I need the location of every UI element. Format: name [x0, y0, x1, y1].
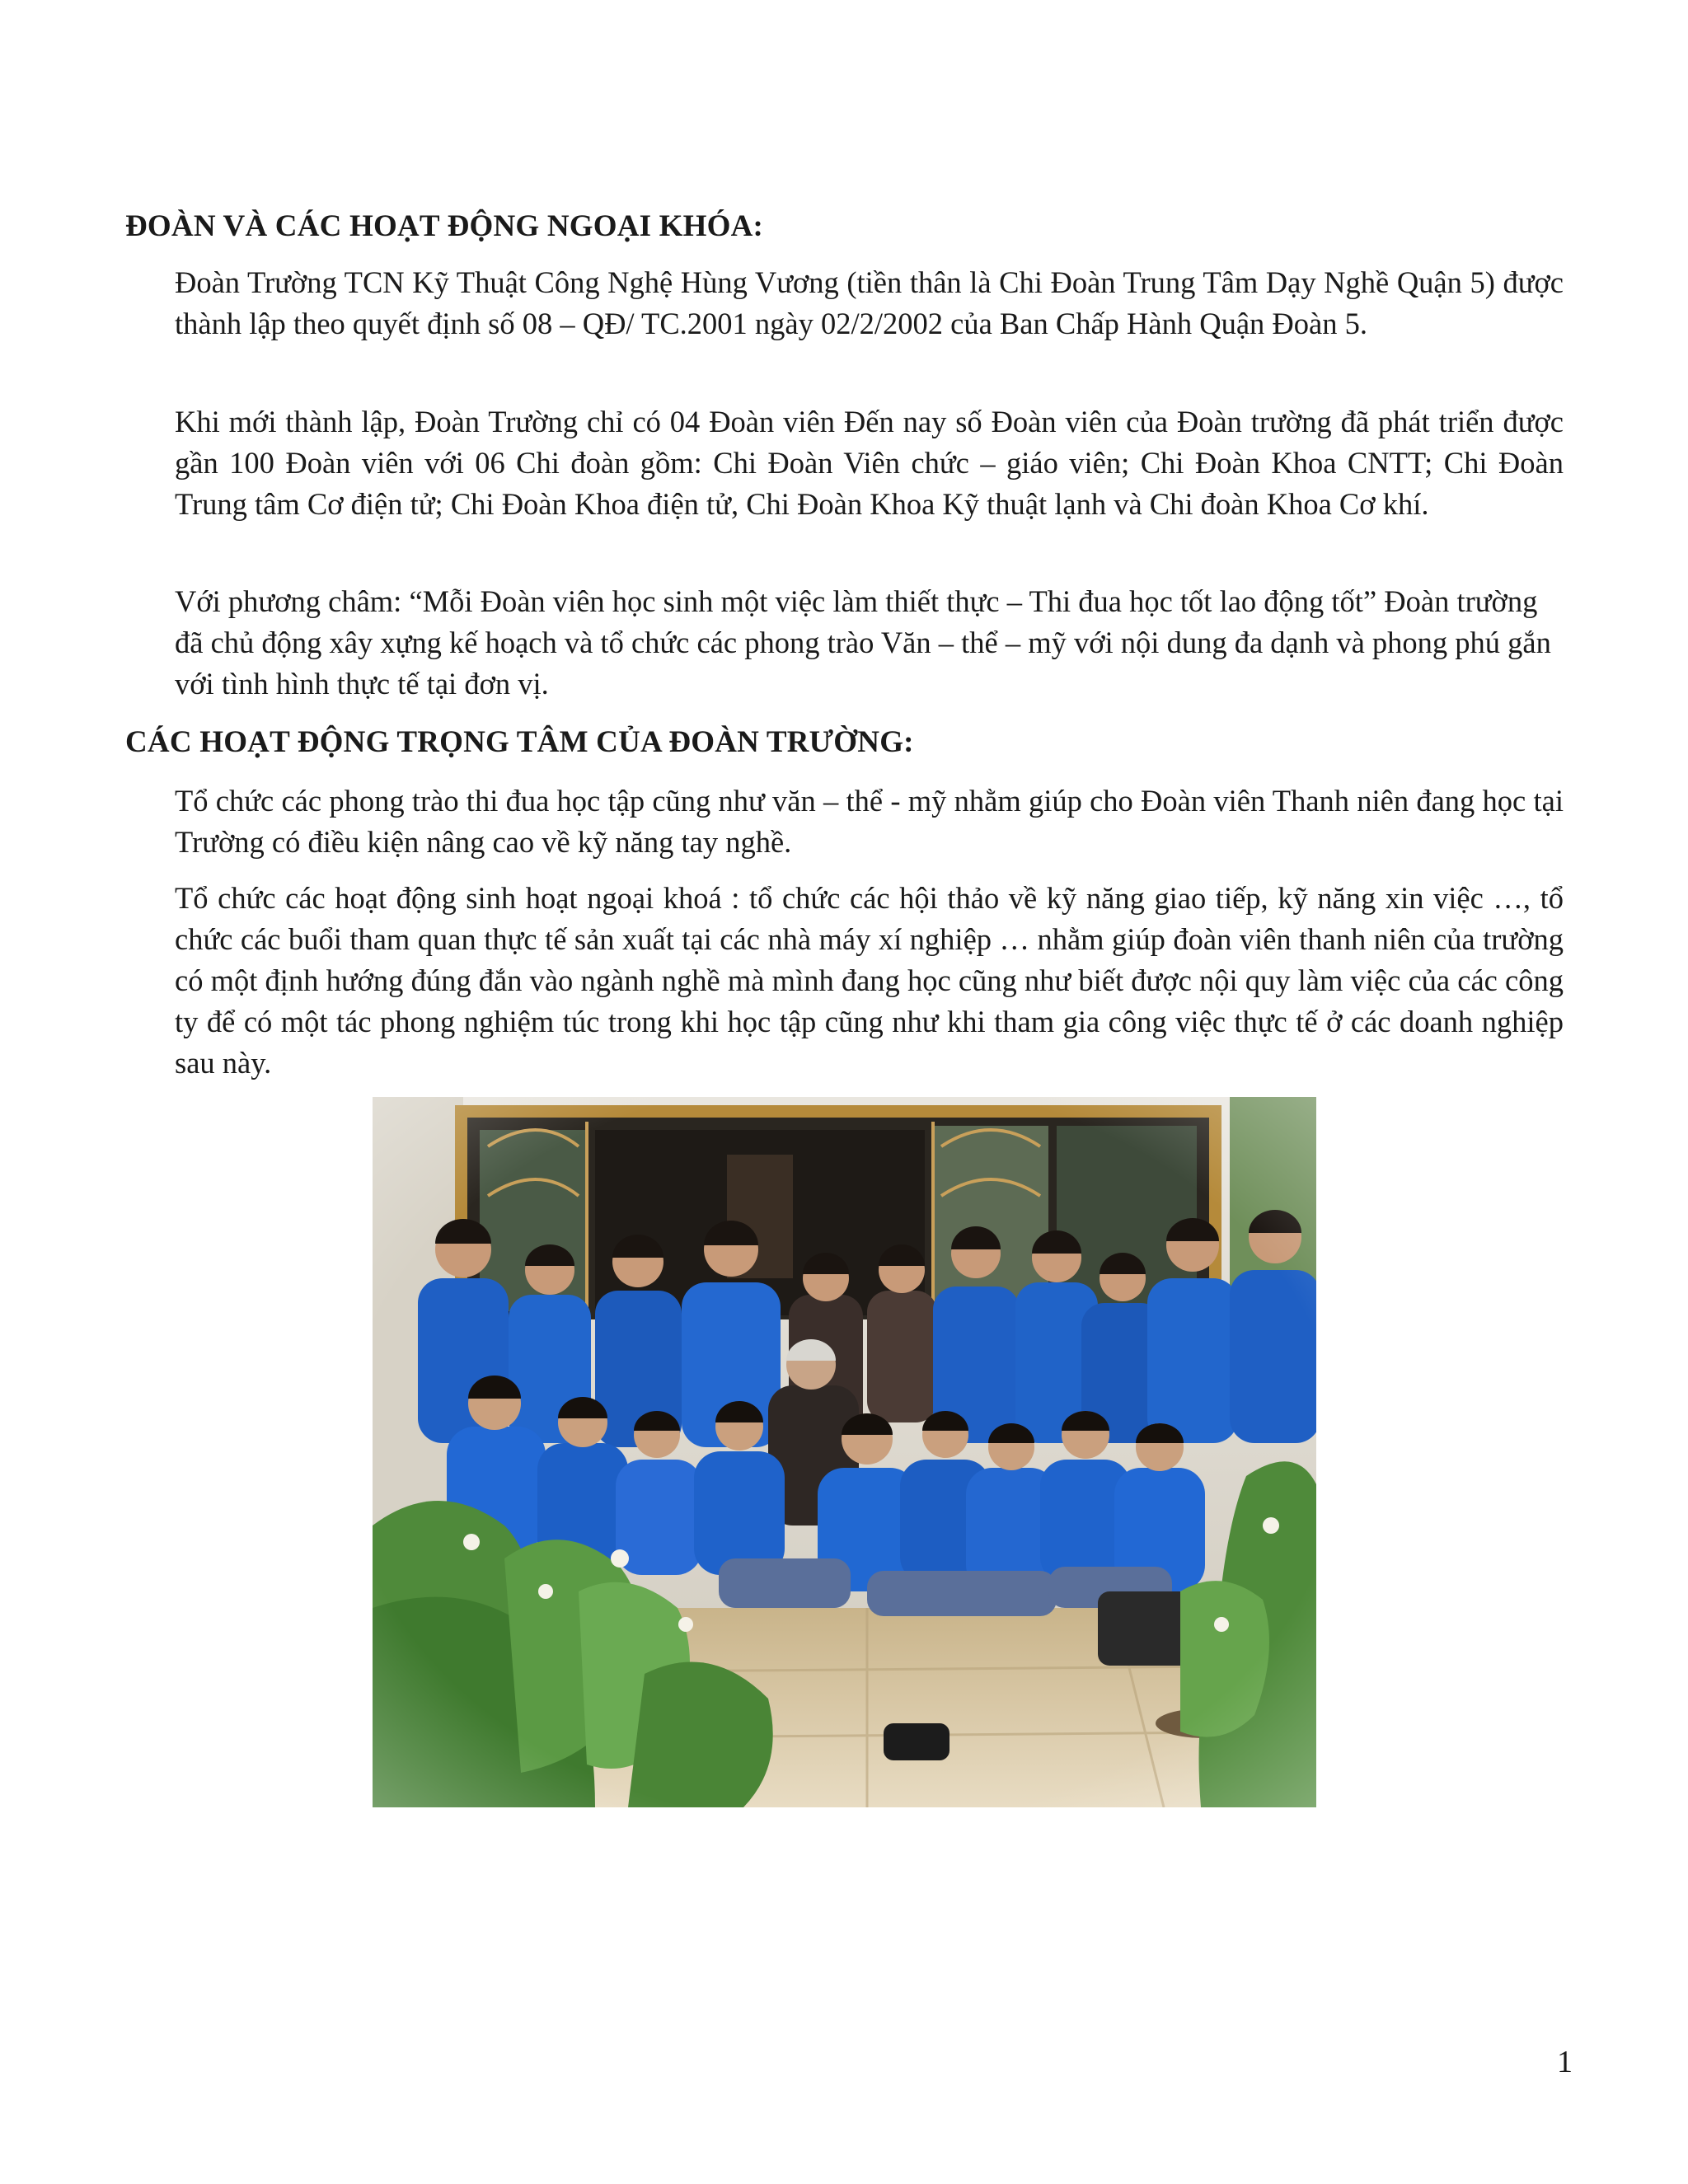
paragraph-motto: Với phương châm: “Mỗi Đoàn viên học sinh một việc làm thiết thực – Thi đua học tốt lao động tốt” Đoàn trường đã chủ động xây xựng kế hoạch và tổ chức các phong trào Văn – thể – mỹ với nội dung đa dạnh và phong phú gắn với tình hình thực tế tại đơn vị. [175, 584, 1551, 701]
section-heading-activities: CÁC HOẠT ĐỘNG TRỌNG TÂM CỦA ĐOÀN TRƯỜNG: [125, 725, 914, 759]
paragraph-extracurricular: Tổ chức các hoạt động sinh hoạt ngoại khoá : tổ chức các hội thảo về kỹ năng giao tiếp, kỹ năng xin việc …, tổ chức các buổi tham quan thực tế sản xuất tại các nhà máy xí nghiệp … nhằm giúp đoàn viên thanh niên của trường có một định hướng đúng đắn vào ngành nghề mà mình đang học cũng như biết được nội quy làm việc của các công ty để có một tác phong nghiệm túc trong khi học tập cũng như khi tham gia công việc thực tế ở các doanh nghiệp sau này. [175, 881, 1564, 1080]
page-number: 1 [1557, 2045, 1573, 2079]
paragraph-competitions: Tổ chức các phong trào thi đua học tập cũng như văn – thể - mỹ nhằm giúp cho Đoàn viên Thanh niên đang học tại Trường có điều kiện nâng cao về kỹ năng tay nghề. [175, 784, 1564, 859]
paragraph-founding: Đoàn Trường TCN Kỹ Thuật Công Nghệ Hùng Vương (tiền thân là Chi Đoàn Trung Tâm Dạy Nghề Quận 5) được thành lập theo quyết định số 08 – QĐ/ TC.2001 ngày 02/2/2002 của Ban Chấp Hành Quận Đoàn 5. [175, 265, 1564, 340]
group-photo [373, 1097, 1316, 1807]
paragraph-membership: Khi mới thành lập, Đoàn Trường chỉ có 04 Đoàn viên Đến nay số Đoàn viên của Đoàn trường đã phát triển được gần 100 Đoàn viên với 06 Chi đoàn gồm: Chi Đoàn Viên chức – giáo viên; Chi Đoàn Khoa CNTT; Chi Đoàn Trung tâm Cơ điện tử; Chi Đoàn Khoa điện tử, Chi Đoàn Khoa Kỹ thuật lạnh và Chi đoàn Khoa Cơ khí. [175, 405, 1564, 521]
section-heading-doan: ĐOÀN VÀ CÁC HOẠT ĐỘNG NGOẠI KHÓA: [125, 209, 764, 243]
